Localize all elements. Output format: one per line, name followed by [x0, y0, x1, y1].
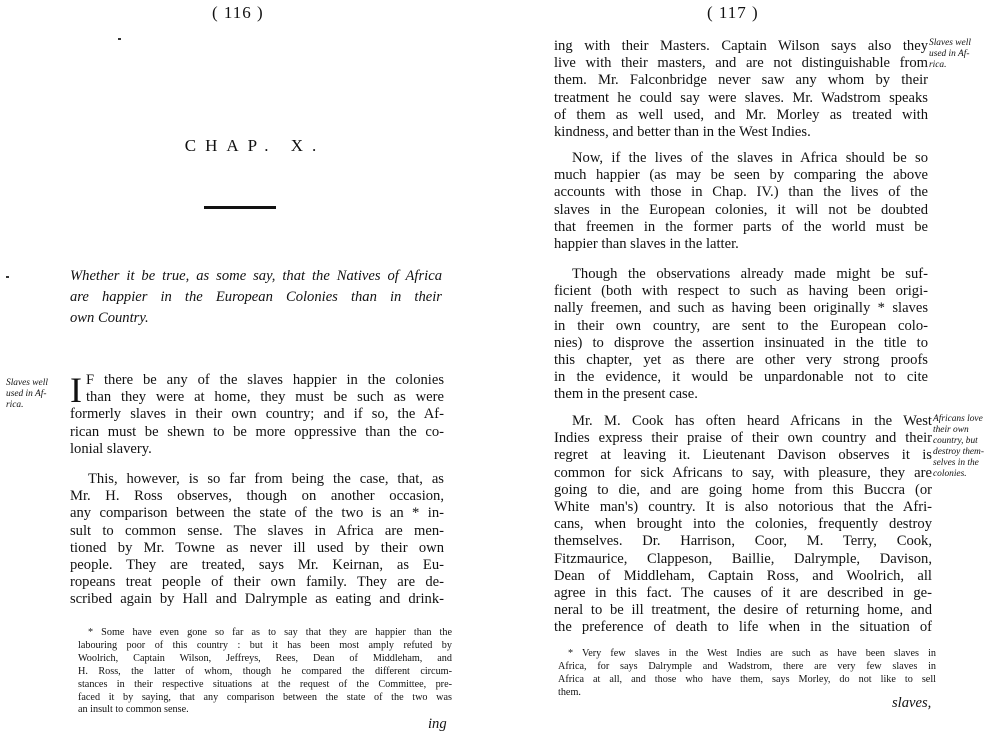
- text-line: neral to be ill treatment, the desire of returning home, and: [554, 602, 932, 619]
- margin-note-line: used in Af-: [6, 389, 47, 399]
- text-line: accounts with those in Chap. IV.) than the lives of the: [554, 184, 928, 201]
- margin-note-africans-love-their-country: [933, 414, 984, 480]
- text-line: lonial slavery.: [70, 440, 152, 457]
- footnote-line: Africa at all, and those who have them, says Morley, do not like to sell: [558, 673, 936, 685]
- margin-note-line: rica.: [929, 60, 947, 70]
- text-line: Indies express their praise of their own country and their: [554, 430, 932, 447]
- margin-note-slaves-well-used: [929, 38, 971, 71]
- text-line: scribed again by Hall and Dalrymple as eating and drink-: [70, 591, 444, 608]
- text-line: ficient (both with respect to such as having been origi-: [554, 283, 928, 300]
- ink-speck: [118, 38, 121, 40]
- left-paragraph-2: [70, 471, 444, 609]
- text-line: than they were at home, they must be such as were: [86, 389, 444, 406]
- text-line: kindness, and better than in the West Indies.: [554, 124, 811, 141]
- text-line: in their own country, are sent to the European colo-: [554, 317, 928, 334]
- text-line: tioned by Mr. Towne as never ill used by their own: [70, 539, 444, 556]
- text-line: them. Mr. Falconbridge never saw any whom by their: [554, 72, 928, 89]
- margin-note-line: Africans love: [933, 414, 983, 424]
- right-footnote: [558, 648, 936, 700]
- margin-note-line: selves in the: [933, 458, 979, 468]
- chapter-heading: CHAP. X.: [184, 136, 326, 155]
- text-line: sult to common sense. The slaves in Africa are men-: [70, 522, 444, 539]
- title-line: own Country.: [70, 310, 149, 326]
- text-line: ing with their Masters. Captain Wilson says also they: [554, 38, 928, 54]
- left-paragraph-1: [70, 372, 444, 458]
- text-line: nies) to disprove the assertion insinuated in the title to: [554, 334, 928, 351]
- right-paragraph-1: [554, 38, 928, 141]
- footnote-line: stances in their respective situations at the request of the Committee, pre-: [78, 678, 452, 690]
- page-number-116: ( 116 ): [212, 3, 264, 22]
- margin-note-line: country, but: [933, 436, 978, 446]
- margin-note-line: Slaves well: [929, 38, 971, 48]
- right-page: [500, 0, 1000, 736]
- footnote-line: * Very few slaves in the West Indies are such as have been slaves in: [568, 648, 936, 659]
- text-line: the preference of death to life when in the situation of: [554, 619, 932, 636]
- margin-note-line: used in Af-: [929, 49, 970, 59]
- title-line: are happier in the European Colonies than in their: [70, 289, 442, 305]
- text-line: people. They are treated, says Mr. Keirnan, as Eu-: [70, 557, 444, 574]
- text-line: Though the observations already made might be suf-: [572, 266, 928, 282]
- text-line: rican must be shewn to be more oppressive than the co-: [70, 423, 444, 440]
- margin-note-line: colonies.: [933, 469, 967, 479]
- footnote-line: an insult to common sense.: [78, 704, 189, 716]
- text-line: much happier (as may be seen by comparing the above: [554, 167, 928, 184]
- footnote-line: H. Ross, the latter of whom, though he compared the different circum-: [78, 665, 452, 677]
- margin-note-line: rica.: [6, 400, 24, 410]
- chapter-rule: [204, 206, 276, 209]
- text-line: going to die, and are going home from this Buccra (or: [554, 481, 932, 498]
- text-line: this chapter, yet as there are other very strong proofs: [554, 352, 928, 369]
- text-line: live with their masters, and are not distinguishable from: [554, 55, 928, 72]
- text-line: treatment he could say were slaves. Mr. Wadstrom speaks: [554, 89, 928, 106]
- right-paragraph-3: [554, 266, 928, 404]
- text-line: happier than slaves in the latter.: [554, 236, 739, 253]
- text-line: F there be any of the slaves happier in the colonies: [86, 372, 444, 388]
- text-line: agree in this fact. The causes of it are described in ge-: [554, 585, 932, 602]
- footnote-line: Woolrich, Captain Wilson, Jeffreys, Rees, Dean of Middleham, and: [78, 652, 452, 664]
- ink-speck: [6, 276, 9, 278]
- text-line: White man's) country. It is also notorious that the Afri-: [554, 499, 932, 516]
- footnote-line: faced it by saying, that any comparison between the state of the two was: [78, 691, 452, 703]
- text-line: slaves in the European colonies, it will not be doubted: [554, 201, 928, 218]
- text-line: Fitzmaurice, Clappeson, Baillie, Dalrymple, Davison,: [554, 550, 932, 567]
- margin-note-line: their own: [933, 425, 969, 435]
- text-line: themselves. Dr. Harrison, Coor, M. Terry, Cook,: [554, 533, 932, 550]
- footnote-line: labouring poor of this country : but it has been most amply refuted by: [78, 639, 452, 651]
- catchword: ing: [428, 716, 447, 732]
- chapter-title: [70, 266, 442, 329]
- text-line: that freemen in the former parts of the world must be: [554, 218, 928, 235]
- text-line: regret at leaving it. Lieutenant Davison observes it is: [554, 447, 932, 464]
- footnote-line: them.: [558, 686, 581, 698]
- text-line: Dean of Middleham, Captain Ross, and Woolrich, all: [554, 567, 932, 584]
- title-line: Whether it be true, as some say, that the Natives of Africa: [70, 268, 442, 284]
- text-line: nally freemen, and such as having been originally * slaves: [554, 300, 928, 317]
- left-footnote: [78, 627, 452, 717]
- catchword: slaves,: [892, 695, 932, 711]
- margin-note-line: destroy them-: [933, 447, 984, 457]
- text-line: of them as well used, and Mr. Morley as treated with: [554, 106, 928, 123]
- text-line: in the evidence, it would be unpardonable not to cite: [554, 369, 928, 386]
- text-line: cans, when brought into the colonies, frequently destroy: [554, 516, 932, 533]
- right-paragraph-2: [554, 150, 928, 253]
- text-line: Mr. H. Ross observes, though on another occasion,: [70, 488, 444, 505]
- footnote-line: Africa, for says Dalrymple and Wadstrom, there are very few slaves in: [558, 660, 936, 672]
- page-number-117: ( 117 ): [707, 3, 759, 22]
- text-line: common for sick Africans to say, with pleasure, they are: [554, 464, 932, 481]
- drop-cap: I: [70, 370, 82, 410]
- text-line: This, however, is so far from being the case, that, as: [88, 471, 444, 487]
- margin-note-slaves-well-used: [6, 378, 48, 411]
- text-line: them in the present case.: [554, 386, 698, 403]
- footnote-line: * Some have even gone so far as to say that they are happier than the: [88, 627, 452, 638]
- text-line: Mr. M. Cook has often heard Africans in the West: [572, 413, 932, 429]
- text-line: Now, if the lives of the slaves in Africa should be so: [572, 150, 928, 166]
- text-line: any comparison between the state of the two is an * in-: [70, 505, 444, 522]
- text-line: ropeans treat people of their own family. They are de-: [70, 574, 444, 591]
- right-paragraph-4: [554, 413, 932, 637]
- margin-note-line: Slaves well: [6, 378, 48, 388]
- text-line: formerly slaves in their own country; and if so, the Af-: [70, 406, 444, 423]
